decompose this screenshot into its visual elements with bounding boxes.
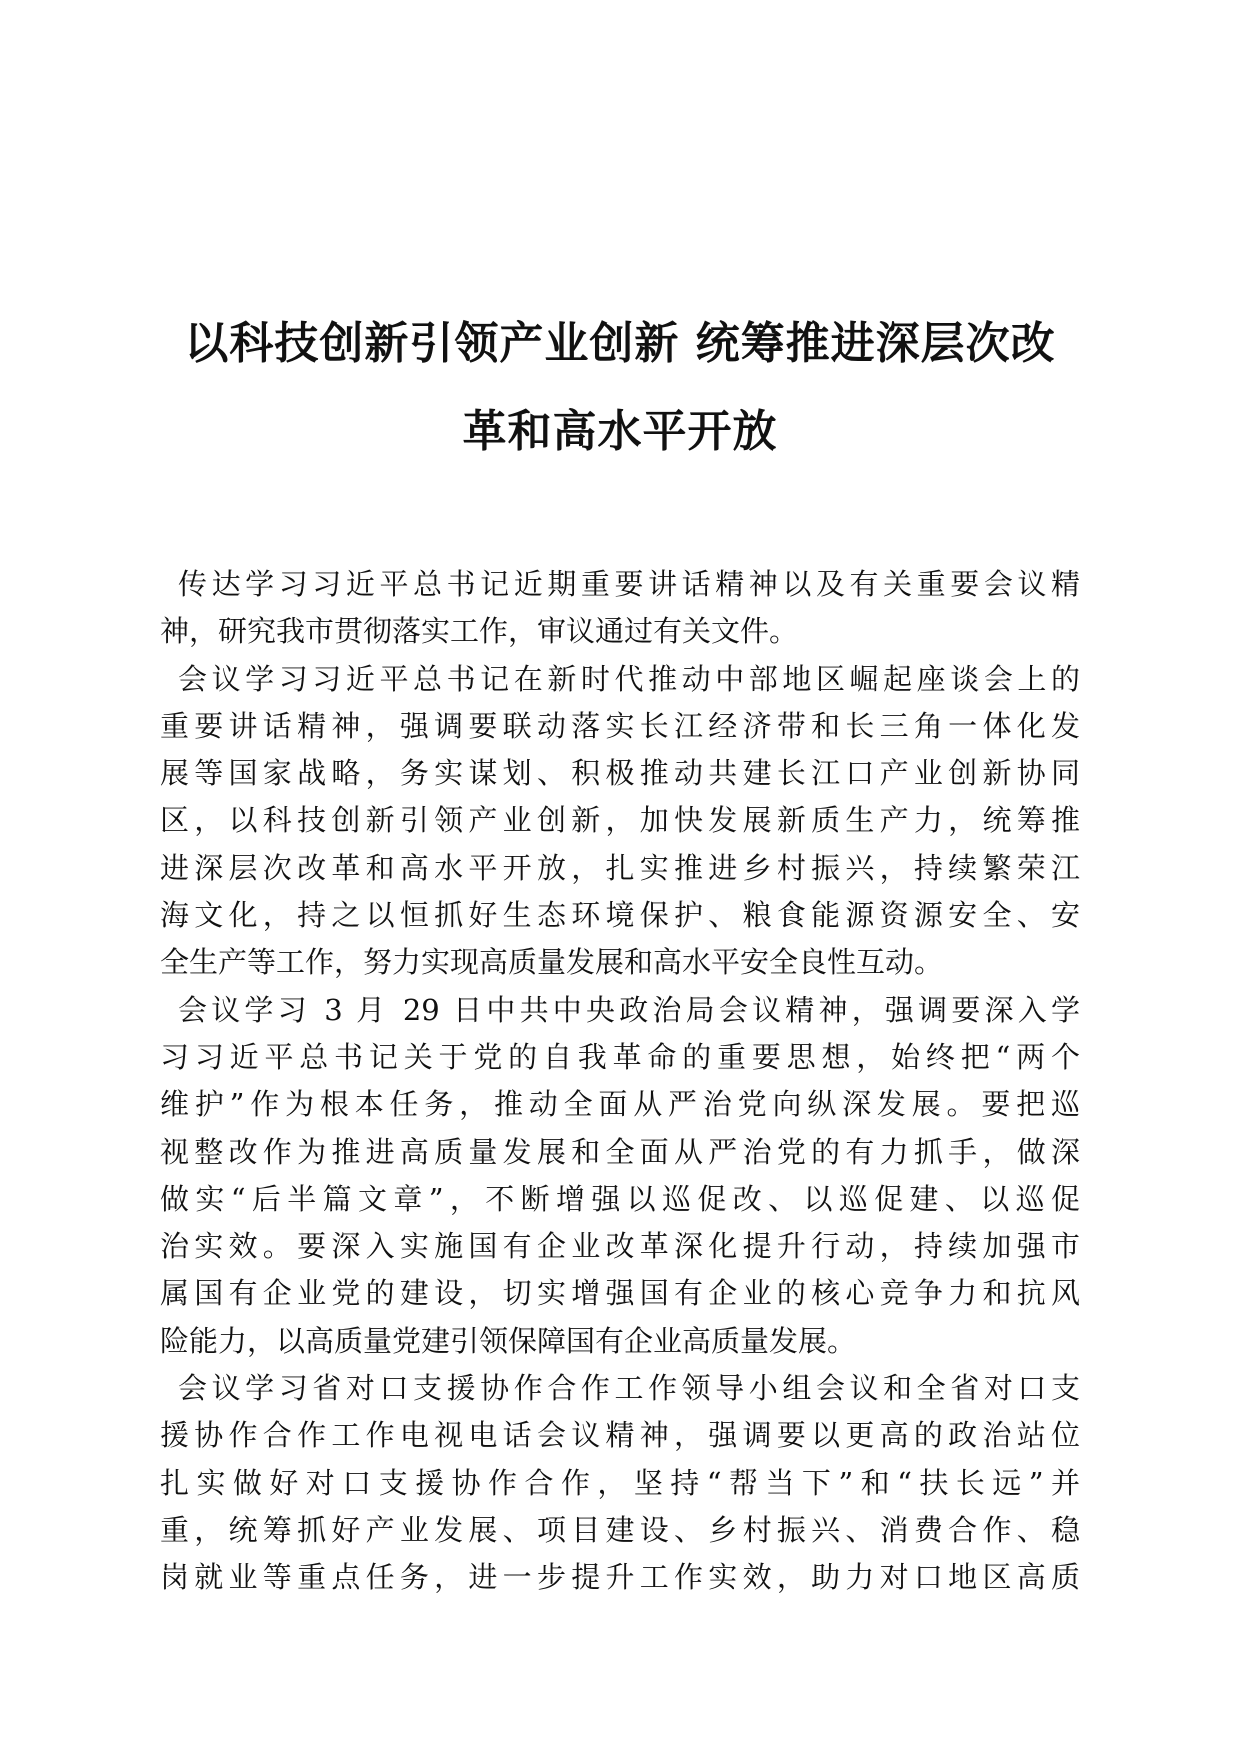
text-line: 属国有企业党的建设，切实增强国有企业的核心竞争力和抗风: [160, 1276, 1080, 1311]
text-line: 会议学习习近平总书记在新时代推动中部地区崛起座谈会上的: [178, 661, 1080, 696]
paragraph-2: [160, 656, 1080, 987]
text-line: 区，以科技创新引领产业创新，加快发展新质生产力，统筹推: [160, 803, 1080, 838]
document-body: [160, 561, 1080, 1602]
document-title: [160, 300, 1080, 476]
text-line: 会议学习省对口支援协作合作工作领导小组会议和全省对口支: [178, 1371, 1080, 1406]
text-line: 展等国家战略，务实谋划、积极推动共建长江口产业创新协同: [160, 756, 1080, 791]
text-line: 维护”作为根本任务，推动全面从严治党向纵深发展。要把巡: [160, 1087, 1080, 1122]
text-line: 险能力，以高质量党建引领保障国有企业高质量发展。: [160, 1323, 857, 1358]
text-line: 重，统筹抓好产业发展、项目建设、乡村振兴、消费合作、稳: [160, 1512, 1080, 1547]
text-line: 传达学习习近平总书记近期重要讲话精神以及有关重要会议精: [178, 567, 1080, 601]
text-line: 海文化，持之以恒抓好生态环境保护、粮食能源资源安全、安: [160, 898, 1080, 933]
paragraph-4: [160, 1365, 1080, 1601]
text-line: 进深层次改革和高水平开放，扎实推进乡村振兴，持续繁荣江: [160, 850, 1080, 885]
text-line: 扎实做好对口支援协作合作，坚持“帮当下”和“扶长远”并: [160, 1465, 1080, 1500]
text-line: 做实“后半篇文章”，不断增强以巡促改、以巡促建、以巡促: [160, 1181, 1080, 1216]
text-line: 会议学习 3 月 29 日中共中央政治局会议精神，强调要深入学: [178, 992, 1080, 1027]
text-line: 全生产等工作，努力实现高质量发展和高水平安全良性互动。: [160, 945, 944, 980]
text-line: 重要讲话精神，强调要联动落实长江经济带和长三角一体化发: [160, 708, 1080, 743]
text-line: 岗就业等重点任务，进一步提升工作实效，助力对口地区高质: [160, 1560, 1080, 1595]
text-line: 习习近平总书记关于党的自我革命的重要思想，始终把“两个: [160, 1039, 1080, 1074]
title-line: 以科技创新引领产业创新 统筹推进深层次改: [184, 318, 1056, 369]
paragraph-3: [160, 987, 1080, 1365]
text-line: 援协作合作工作电视电话会议精神，强调要以更高的政治站位: [160, 1418, 1080, 1453]
text-line: 视整改作为推进高质量发展和全面从严治党的有力抓手，做深: [160, 1134, 1080, 1169]
paragraph-1: [160, 561, 1080, 656]
text-line: 治实效。要深入实施国有企业改革深化提升行动，持续加强市: [160, 1229, 1080, 1264]
text-line: 神，研究我市贯彻落实工作，审议通过有关文件。: [160, 614, 799, 649]
title-line: 革和高水平开放: [462, 406, 778, 457]
